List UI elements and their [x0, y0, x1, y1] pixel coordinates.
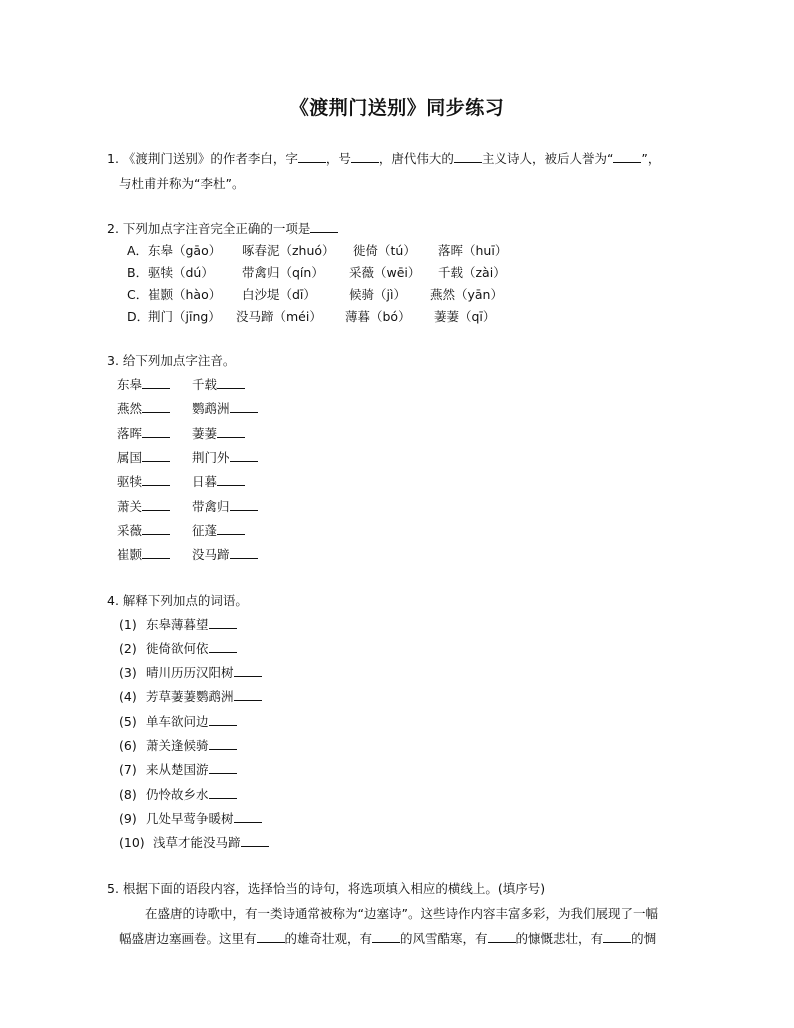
q4-phrase: 芳草萋萋鹦鹉洲	[146, 689, 234, 704]
q2-option-b-item: 带禽归（qín）	[242, 265, 324, 280]
q1-blank-zi[interactable]	[298, 150, 326, 163]
q3-word: 落晖	[117, 426, 143, 441]
q3-blank[interactable]	[217, 425, 245, 438]
q3-blank[interactable]	[230, 546, 258, 559]
q4-phrase: 萧关逢候骑	[146, 738, 209, 753]
q3-blank[interactable]	[217, 473, 245, 486]
q4-phrase: 东皋薄暮望	[146, 617, 209, 632]
q3-word: 鹦鹉洲	[192, 401, 230, 416]
q3-item	[117, 473, 170, 491]
q4-blank[interactable]	[209, 737, 237, 750]
q2-option-b-label: B．	[127, 265, 149, 280]
q3-item	[117, 376, 170, 394]
q4-item-num: (2)	[119, 641, 137, 656]
q2-option-b-item: 驱犊（dú）	[148, 265, 214, 280]
q4-phrase: 徙倚欲何依	[146, 641, 209, 656]
q3-word: 荆门外	[192, 450, 230, 465]
q1-text-1: 1. 《渡荆门送别》的作者李白，字	[107, 151, 298, 166]
q5-stem: 5. 根据下面的语段内容，选择恰当的诗句，将选项填入相应的横线上。(填序号)	[107, 881, 546, 896]
q4-blank[interactable]	[234, 664, 262, 677]
q2-stem-text: 2. 下列加点字注音完全正确的一项是	[107, 221, 311, 236]
q3-item	[192, 449, 258, 467]
q1-blank-yuwei[interactable]	[613, 150, 641, 163]
q4-item	[146, 810, 262, 828]
q1-blank-zhuyi[interactable]	[454, 150, 482, 163]
q3-blank[interactable]	[142, 376, 170, 389]
q2-option-d-label: D．	[127, 309, 150, 324]
q5-blank-2[interactable]	[372, 930, 400, 943]
q3-blank[interactable]	[142, 522, 170, 535]
q2-option-c-label: C．	[127, 287, 149, 302]
q4-phrase: 来从楚国游	[146, 762, 209, 777]
q5-paragraph-line1: 在盛唐的诗歌中，有一类诗通常被称为“边塞诗”。这些诗作内容丰富多彩，为我们展现了一幅	[145, 906, 658, 921]
q3-word: 燕然	[117, 401, 143, 416]
q3-stem: 3. 给下列加点字注音。	[107, 353, 236, 368]
q3-word: 属国	[117, 450, 143, 465]
q4-item-num: (4)	[119, 689, 137, 704]
q3-blank[interactable]	[142, 473, 170, 486]
q4-blank[interactable]	[209, 761, 237, 774]
q4-phrase: 浅草才能没马蹄	[153, 835, 241, 850]
q4-stem: 4. 解释下列加点的词语。	[107, 593, 248, 608]
q5-blank-1[interactable]	[257, 930, 285, 943]
q2-option-b-item: 千载（zài）	[438, 265, 506, 280]
q3-item	[117, 546, 170, 564]
q3-blank[interactable]	[142, 449, 170, 462]
q2-option-a-label: A．	[127, 243, 149, 258]
q2-option-c-item: 燕然（yān）	[430, 287, 503, 302]
q3-item	[117, 449, 170, 467]
q1-line1	[107, 150, 660, 168]
q4-item-num: (7)	[119, 762, 137, 777]
q3-word: 采薇	[117, 523, 143, 538]
q4-item-num: (10)	[119, 835, 145, 850]
q4-item-num: (6)	[119, 738, 137, 753]
q3-item	[192, 546, 258, 564]
q2-option-a-item: 东皋（gāo）	[148, 243, 222, 258]
q1-text-5: ”，	[641, 151, 661, 166]
q3-word: 征蓬	[192, 523, 218, 538]
q5-text-b: 的雄奇壮观，有	[284, 931, 373, 946]
q3-blank[interactable]	[142, 498, 170, 511]
q2-option-a-item: 落晖（huī）	[438, 243, 508, 258]
q4-item	[146, 737, 237, 755]
q4-blank[interactable]	[234, 810, 262, 823]
q2-stem	[107, 220, 338, 238]
q3-blank[interactable]	[217, 522, 245, 535]
q3-blank[interactable]	[142, 425, 170, 438]
q4-item	[146, 688, 262, 706]
q4-blank[interactable]	[241, 834, 269, 847]
q2-option-c-item: 白沙堤（dī）	[242, 287, 316, 302]
q4-blank[interactable]	[209, 616, 237, 629]
q3-blank[interactable]	[142, 546, 170, 559]
q3-word: 带禽归	[192, 499, 230, 514]
q3-blank[interactable]	[230, 400, 258, 413]
q3-item	[192, 400, 258, 418]
q3-word: 千载	[192, 377, 218, 392]
q2-option-b-item: 采薇（wēi）	[349, 265, 421, 280]
q2-option-d-item: 薄暮（bó）	[345, 309, 411, 324]
q3-item	[117, 425, 170, 443]
q5-text-c: 的风雪酷寒，有	[400, 931, 488, 946]
q3-word: 萋萋	[192, 426, 218, 441]
q3-blank[interactable]	[230, 498, 258, 511]
q4-item	[146, 640, 237, 658]
q4-blank[interactable]	[209, 786, 237, 799]
q3-word: 萧关	[117, 499, 143, 514]
q1-text-4: 主义诗人，被后人誉为“	[481, 151, 614, 166]
q2-option-d-item: 没马蹄（méi）	[236, 309, 322, 324]
page-title: 《渡荆门送别》同步练习	[289, 97, 505, 119]
q3-item	[192, 473, 245, 491]
q2-option-d-item: 萋萋（qī）	[434, 309, 496, 324]
q4-item	[146, 761, 237, 779]
q5-text-a: 幅盛唐边塞画卷。这里有	[119, 931, 257, 946]
q2-option-a-item: 啄春泥（zhuó）	[242, 243, 335, 258]
q4-blank[interactable]	[209, 640, 237, 653]
q1-line2: 与杜甫并称为“李杜”。	[119, 176, 245, 191]
q4-item	[146, 713, 237, 731]
q1-text-2: ，号	[325, 151, 351, 166]
q3-item	[192, 522, 245, 540]
q4-item	[153, 834, 269, 852]
q4-item	[146, 664, 262, 682]
q5-text-e: 的惆	[631, 931, 657, 946]
q5-blank-4[interactable]	[603, 930, 631, 943]
q3-item	[117, 400, 170, 418]
q2-option-c-item: 候骑（jì）	[349, 287, 406, 302]
q4-item-num: (9)	[119, 811, 137, 826]
q3-word: 日暮	[192, 474, 218, 489]
q4-blank[interactable]	[209, 713, 237, 726]
q3-word: 驱犊	[117, 474, 143, 489]
q4-item-num: (1)	[119, 617, 137, 632]
q3-item	[117, 522, 170, 540]
q4-phrase: 晴川历历汉阳树	[146, 665, 234, 680]
q4-item-num: (8)	[119, 787, 137, 802]
q3-item	[192, 376, 245, 394]
q4-item-num: (3)	[119, 665, 137, 680]
q4-blank[interactable]	[234, 688, 262, 701]
q4-phrase: 仍怜故乡水	[146, 787, 209, 802]
q3-blank[interactable]	[217, 376, 245, 389]
q3-word: 东皋	[117, 377, 143, 392]
q4-item-num: (5)	[119, 714, 137, 729]
q2-answer-blank[interactable]	[310, 220, 338, 233]
q3-item	[192, 498, 258, 516]
q3-blank[interactable]	[230, 449, 258, 462]
q5-text-d: 的慷慨悲壮，有	[515, 931, 604, 946]
q4-item	[146, 616, 237, 634]
q5-blank-3[interactable]	[488, 930, 516, 943]
q3-blank[interactable]	[142, 400, 170, 413]
q3-word: 没马蹄	[192, 547, 230, 562]
q5-paragraph-line2	[119, 930, 656, 948]
q4-phrase: 单车欲问边	[146, 714, 209, 729]
q1-text-3: ，唐代伟大的	[378, 151, 454, 166]
q3-item	[117, 498, 170, 516]
q3-word: 崔颢	[117, 547, 143, 562]
q2-option-a-item: 徙倚（tú）	[353, 243, 416, 258]
q4-item	[146, 786, 237, 804]
q2-option-c-item: 崔颢（hào）	[148, 287, 222, 302]
q4-phrase: 几处早莺争暖树	[146, 811, 234, 826]
q2-option-d-item: 荆门（jīng）	[148, 309, 221, 324]
q1-blank-hao[interactable]	[351, 150, 379, 163]
q3-item	[192, 425, 245, 443]
